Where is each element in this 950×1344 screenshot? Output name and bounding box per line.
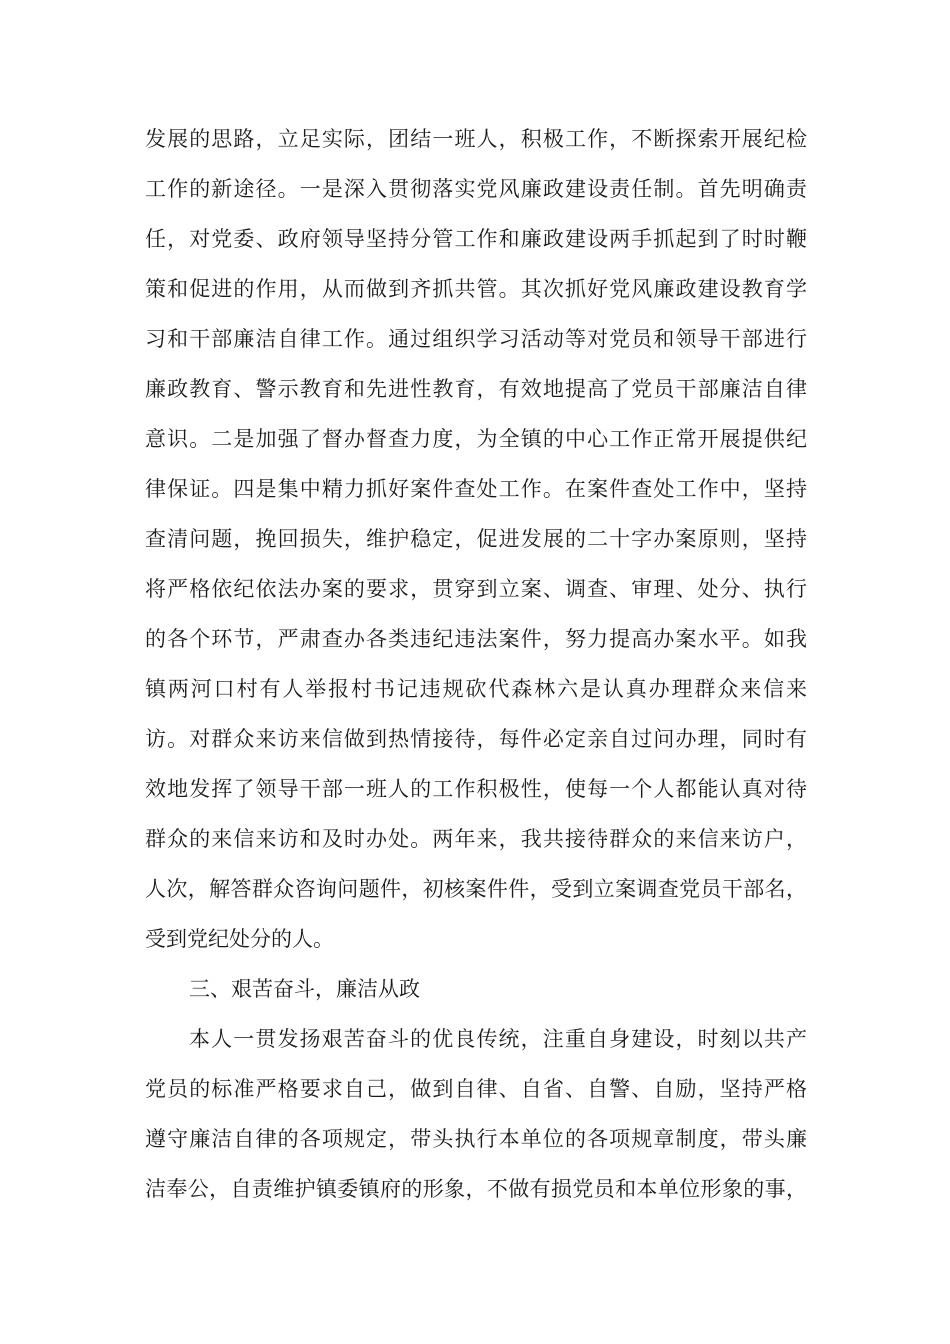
document-body: [145, 114, 807, 1214]
paragraph-line: 的各个环节，严肃查办各类违纪违法案件，努力提高办案水平。如我: [145, 627, 807, 651]
paragraph-line: 律保证。四是集中精力抓好案件查处工作。在案件查处工作中，坚持: [145, 477, 807, 501]
paragraph-line: 党员的标准严格要求自己，做到自律、自省、自警、自励，坚持严格: [145, 1077, 807, 1101]
paragraph-line: 廉政教育、警示教育和先进性教育，有效地提高了党员干部廉洁自律: [145, 377, 807, 401]
paragraph-line: 查清问题，挽回损失，维护稳定，促进发展的二十字办案原则，坚持: [145, 527, 807, 551]
paragraph-line: 工作的新途径。一是深入贯彻落实党风廉政建设责任制。首先明确责: [145, 177, 807, 201]
paragraph-line: 发展的思路，立足实际，团结一班人，积极工作，不断探索开展纪检: [145, 127, 807, 151]
paragraph-line: 受到党纪处分的人。: [145, 927, 334, 951]
paragraph-line: 任，对党委、政府领导坚持分管工作和廉政建设两手抓起到了时时鞭: [145, 227, 807, 251]
paragraph-line: 意识。二是加强了督办督查力度，为全镇的中心工作正常开展提供纪: [145, 427, 807, 451]
paragraph-line: 群众的来信来访和及时办处。两年来，我共接待群众的来信来访户，: [145, 827, 807, 851]
section-heading: 三、艰苦奋斗，廉洁从政: [189, 977, 420, 1001]
paragraph-line: 镇两河口村有人举报村书记违规砍代森林六是认真办理群众来信来: [145, 677, 807, 701]
paragraph-line: 人次，解答群众咨询问题件，初核案件件，受到立案调查党员干部名，: [145, 877, 807, 901]
paragraph-line: 将严格依纪依法办案的要求，贯穿到立案、调查、审理、处分、执行: [145, 577, 807, 601]
paragraph-line: 策和促进的作用，从而做到齐抓共管。其次抓好党风廉政建设教育学: [145, 277, 807, 301]
paragraph-line: 本人一贯发扬艰苦奋斗的优良传统，注重自身建设，时刻以共产: [189, 1027, 807, 1051]
paragraph-line: 效地发挥了领导干部一班人的工作积极性，使每一个人都能认真对待: [145, 777, 807, 801]
paragraph-line: 习和干部廉洁自律工作。通过组织学习活动等对党员和领导干部进行: [145, 327, 807, 351]
paragraph-line: 遵守廉洁自律的各项规定，带头执行本单位的各项规章制度，带头廉: [145, 1127, 807, 1151]
paragraph-line: 访。对群众来访来信做到热情接待，每件必定亲自过问办理，同时有: [145, 727, 807, 751]
paragraph-line: 洁奉公，自责维护镇委镇府的形象，不做有损党员和本单位形象的事，: [145, 1177, 807, 1201]
